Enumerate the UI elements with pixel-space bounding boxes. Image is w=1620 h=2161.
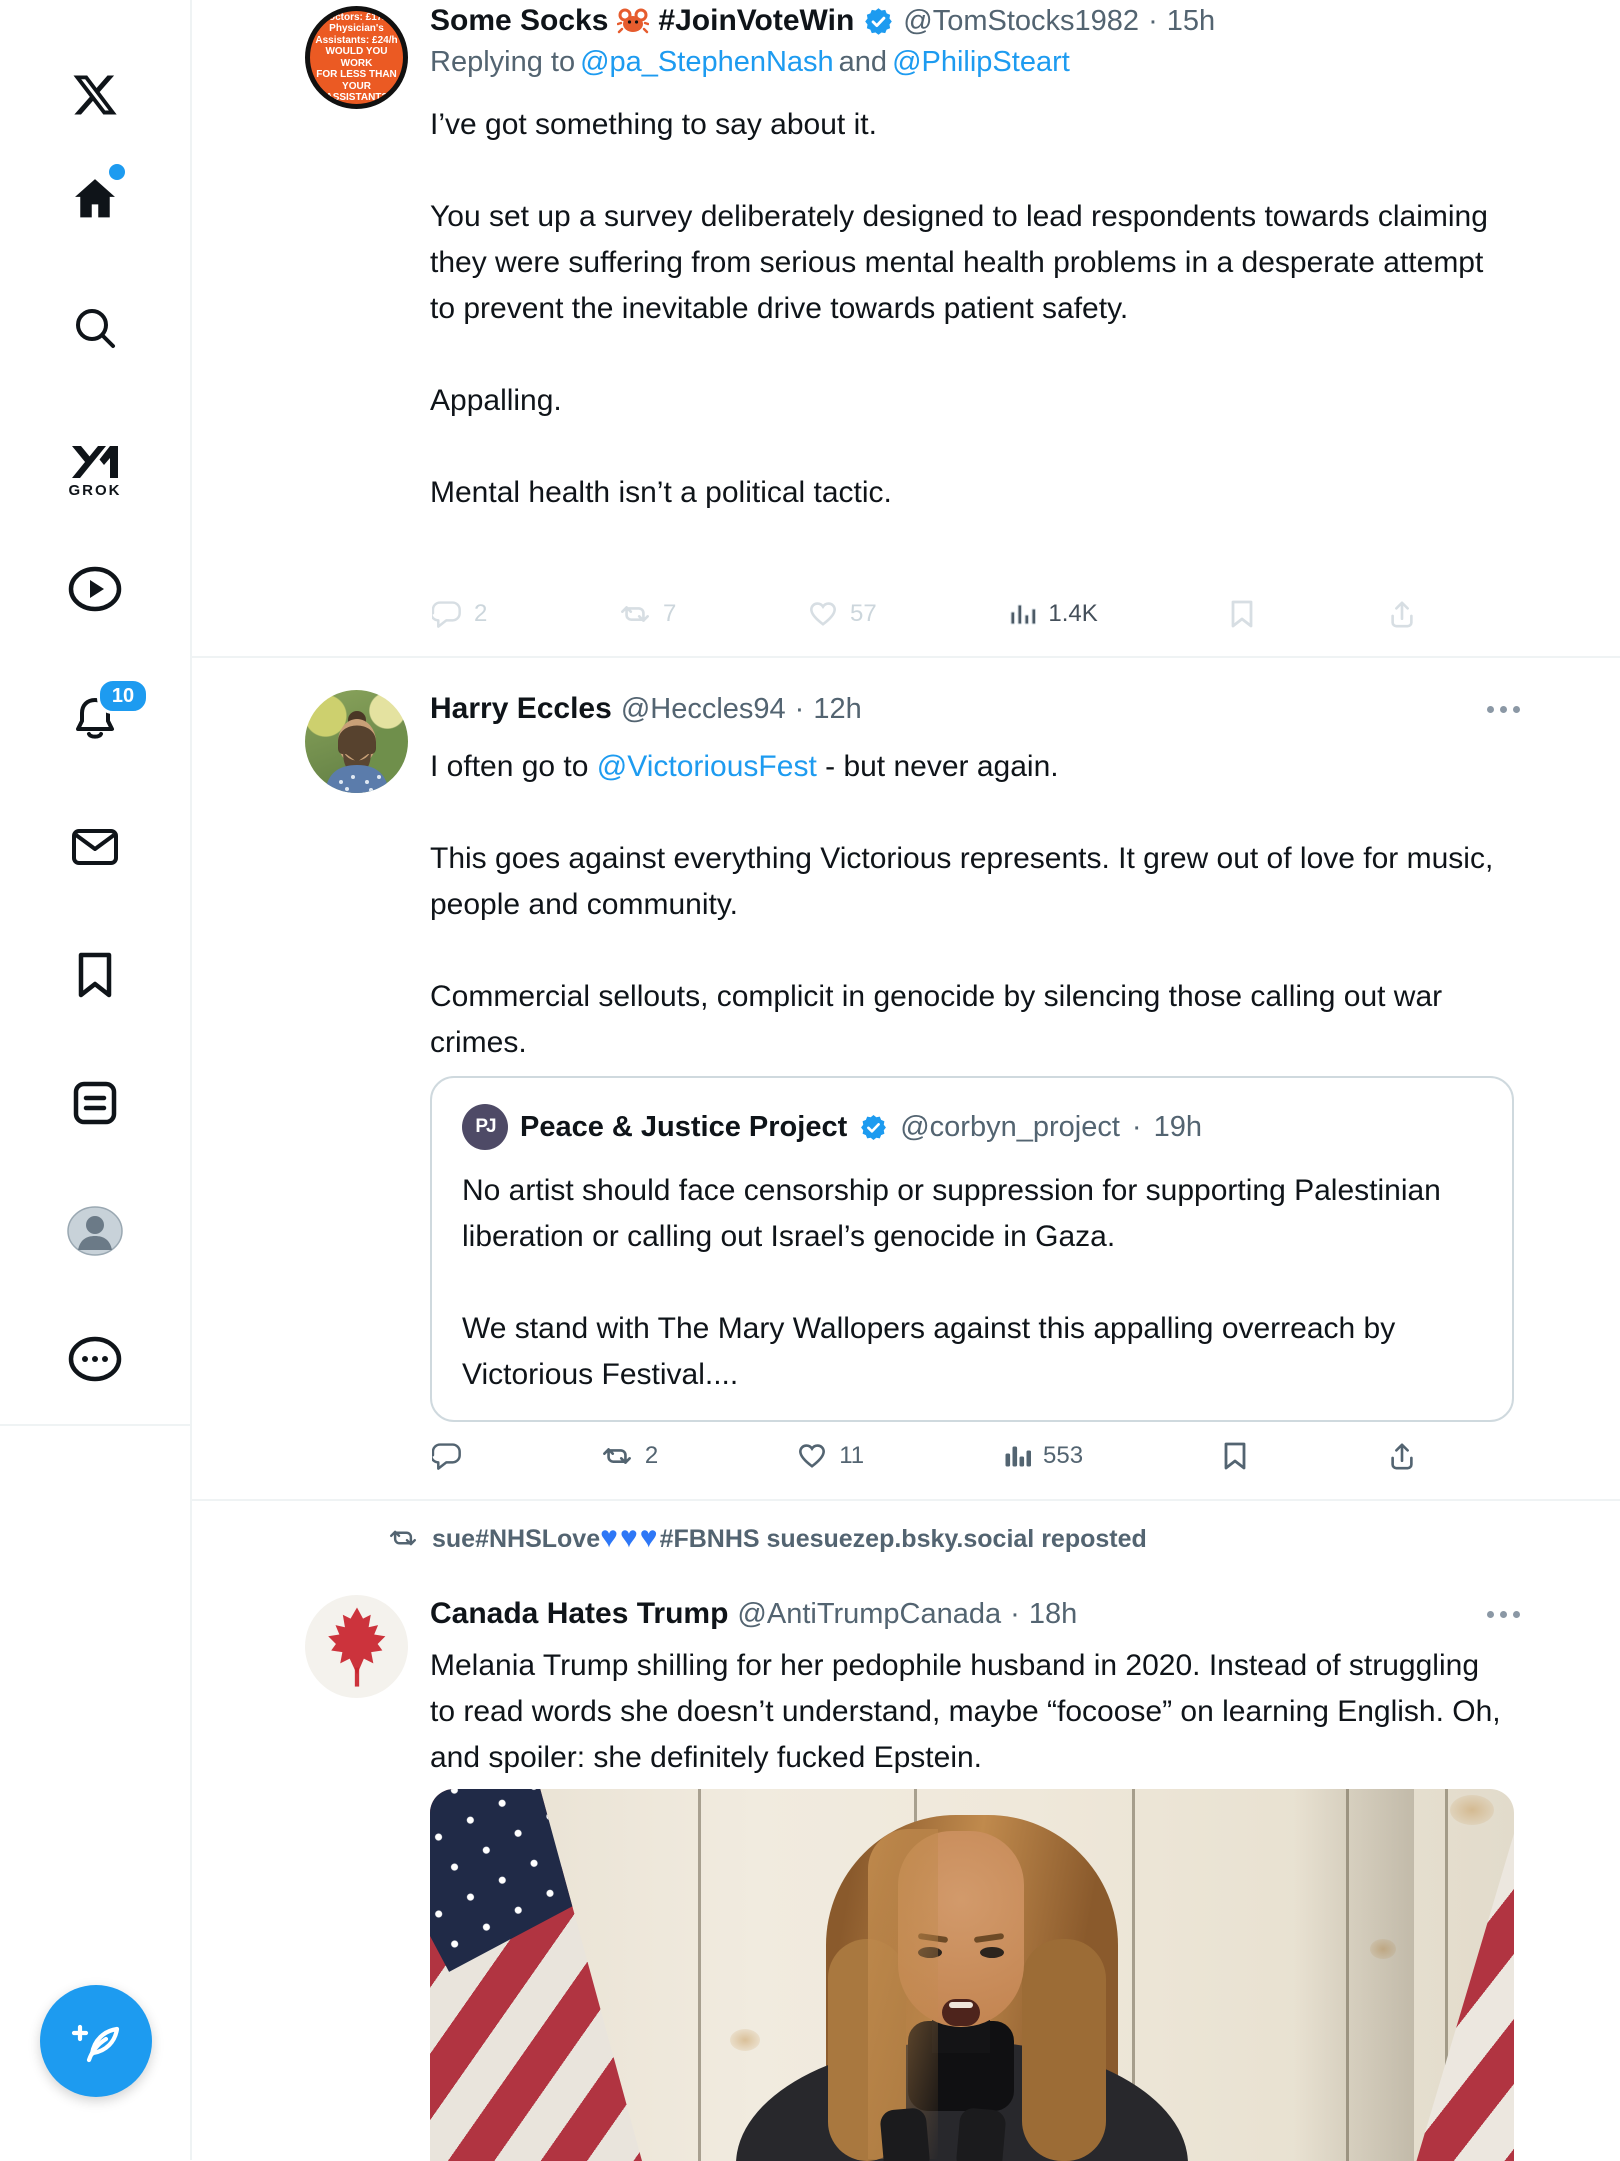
- compose-tweet-button[interactable]: [40, 1985, 152, 2097]
- separator-dot: ·: [1010, 1597, 1020, 1630]
- display-name-hashtag[interactable]: #JoinVoteWin: [658, 4, 855, 37]
- reply-mention[interactable]: @pa_StephenNash: [580, 46, 834, 78]
- more-menu-icon[interactable]: [63, 1330, 127, 1388]
- x-logo[interactable]: [63, 66, 127, 124]
- us-flag-left: [430, 1789, 642, 2161]
- view-count: 553: [1043, 1442, 1084, 1469]
- left-navigation-rail: [0, 0, 192, 2160]
- tweet-paragraph: Appalling.: [430, 384, 562, 417]
- avatar-harry-eccles[interactable]: [305, 690, 408, 793]
- repost-count: 2: [644, 1442, 659, 1469]
- like-button[interactable]: [808, 600, 877, 628]
- quoted-tweet-card[interactable]: [430, 1076, 1514, 1422]
- tweet-paragraph: [430, 744, 1512, 790]
- view-count: 1.4K: [1048, 600, 1098, 627]
- timestamp[interactable]: 18h: [1028, 1597, 1078, 1630]
- tweet-photo-melania[interactable]: [430, 1789, 1514, 2161]
- notifications-badge: 10: [97, 678, 149, 714]
- reposter-name[interactable]: sue#NHSLove♥♥♥#FBNHS suesuezep.bsky.social reposted: [432, 1521, 1147, 1554]
- search-icon[interactable]: [63, 300, 127, 358]
- bookmark-button[interactable]: [1222, 1441, 1248, 1471]
- microphone: [879, 2107, 930, 2161]
- user-handle[interactable]: @Heccles94: [620, 692, 786, 725]
- share-button[interactable]: [1387, 1441, 1417, 1471]
- avatar-text-line: WOULD YOU WORK: [325, 46, 388, 69]
- reply-count: 2: [474, 600, 488, 627]
- messages-mail-icon[interactable]: [63, 818, 127, 876]
- blue-hearts: ♥♥♥: [600, 1521, 660, 1554]
- quote-text: [462, 1168, 1482, 1398]
- tweet-more-button[interactable]: [1487, 706, 1520, 713]
- maple-leaf-icon: [314, 1604, 400, 1690]
- home-nav-icon[interactable]: [63, 170, 127, 228]
- quote-timestamp[interactable]: 19h: [1153, 1110, 1202, 1143]
- mention-link[interactable]: @VictoriousFest: [596, 750, 817, 783]
- timeline: [192, 0, 1620, 2160]
- verified-badge-icon: [859, 1113, 888, 1142]
- tweet-some-socks[interactable]: [192, 0, 1620, 658]
- home-unread-dot: [109, 164, 125, 180]
- grok-nav-icon[interactable]: [63, 430, 127, 506]
- tweet-paragraph: This goes against everything Victorious represents. It grew out of love for music, people and community.: [430, 842, 1494, 921]
- bookmarks-nav-icon[interactable]: [63, 946, 127, 1004]
- replying-joiner: and: [838, 46, 888, 78]
- tweet-paragraph: Mental health isn’t a political tactic.: [430, 476, 892, 509]
- rail-divider: [0, 1424, 190, 1426]
- tweet-harry-eccles[interactable]: [192, 658, 1620, 1501]
- share-button[interactable]: [1387, 599, 1417, 629]
- tweet-paragraph: You set up a survey deliberately designed to lead respondents towards claiming they were suffering from serious mental health problems in a desperate attempt to prevent the inevitable drive towards patient safety.: [430, 200, 1488, 325]
- text-segment: - but never again.: [816, 750, 1059, 783]
- avatar-canada-hates-trump[interactable]: [305, 1595, 408, 1698]
- tweet-text: [430, 744, 1512, 1066]
- repost-icon: [388, 1524, 418, 1552]
- display-name[interactable]: Harry Eccles: [430, 692, 612, 725]
- lists-nav-icon[interactable]: [63, 1074, 127, 1132]
- avatar-text-line: FOR LESS THAN: [316, 69, 397, 80]
- like-count: 11: [839, 1442, 865, 1469]
- tweet-paragraph: I’ve got something to say about it.: [430, 108, 877, 141]
- user-handle[interactable]: @TomStocks1982: [903, 4, 1140, 37]
- separator-dot: ·: [1148, 4, 1158, 37]
- repost-button[interactable]: [619, 599, 676, 629]
- notifications-bell-icon[interactable]: [63, 684, 135, 748]
- timestamp[interactable]: 12h: [813, 692, 862, 725]
- microphone: [955, 2107, 1006, 2161]
- bookmark-button[interactable]: [1229, 599, 1255, 629]
- text-segment: I often go to: [430, 750, 597, 783]
- repost-button[interactable]: [601, 1441, 658, 1471]
- avatar-text-line: Assistants: £24/h: [315, 34, 398, 46]
- repost-header[interactable]: [388, 1521, 1147, 1555]
- tweet-paragraph: Melania Trump shilling for her pedophile husband in 2020. Instead of struggling to read words she doesn’t understand, maybe “focoose” on learning English. Oh, and spoiler: she definitely fucked Epstein.: [430, 1649, 1501, 1774]
- quote-avatar-logo[interactable]: PJ: [462, 1104, 508, 1150]
- photo-shadow: [1294, 1789, 1414, 2161]
- display-name[interactable]: Canada Hates Trump: [430, 1597, 729, 1630]
- quote-paragraph: No artist should face censorship or suppression for supporting Palestinian liberation or calling out Israel’s genocide in Gaza.: [462, 1174, 1441, 1253]
- avatar-some-socks[interactable]: [305, 6, 408, 109]
- crab-emoji: [617, 7, 649, 35]
- video-nav-icon[interactable]: [63, 560, 127, 618]
- avatar-text-line: Physician's: [329, 23, 384, 34]
- repost-count: 7: [663, 600, 677, 627]
- replying-to-label: Replying to: [430, 46, 576, 78]
- like-count: 57: [850, 600, 877, 627]
- separator-dot: ·: [1131, 1110, 1142, 1143]
- avatar-text-line: Doctors: £17/h: [321, 11, 392, 23]
- grok-label: GROK: [68, 481, 122, 499]
- melania-hair-strand: [1022, 1939, 1106, 2161]
- quote-display-name[interactable]: Peace & Justice Project: [520, 1110, 848, 1143]
- quote-handle[interactable]: @corbyn_project: [900, 1110, 1120, 1143]
- timestamp[interactable]: 15h: [1166, 4, 1216, 37]
- like-button[interactable]: [797, 1442, 864, 1470]
- views-button[interactable]: [1008, 600, 1097, 628]
- display-name[interactable]: Some Socks: [430, 4, 609, 37]
- separator-dot: ·: [794, 692, 805, 725]
- user-handle[interactable]: @AntiTrumpCanada: [737, 1597, 1002, 1630]
- tweet-canada-hates-trump[interactable]: [192, 1501, 1620, 2160]
- reply-button[interactable]: [432, 1441, 462, 1471]
- tweet-text: [430, 102, 1512, 516]
- verified-badge-icon: [863, 6, 894, 37]
- profile-avatar[interactable]: [63, 1202, 127, 1260]
- reply-mention[interactable]: @PhilipSteart: [892, 46, 1070, 78]
- avatar-text-line: YOUR ASSISTANT?: [325, 80, 388, 103]
- tweet-more-button[interactable]: [1487, 1611, 1520, 1618]
- quote-paragraph: We stand with The Mary Wallopers against this appalling overreach by Victorious Festival....: [462, 1312, 1396, 1391]
- tweet-paragraph: Commercial sellouts, complicit in genocide by silencing those calling out war crimes.: [430, 980, 1443, 1059]
- tweet-text: [430, 1643, 1512, 1781]
- reply-button[interactable]: [432, 599, 487, 629]
- views-button[interactable]: [1003, 1442, 1083, 1470]
